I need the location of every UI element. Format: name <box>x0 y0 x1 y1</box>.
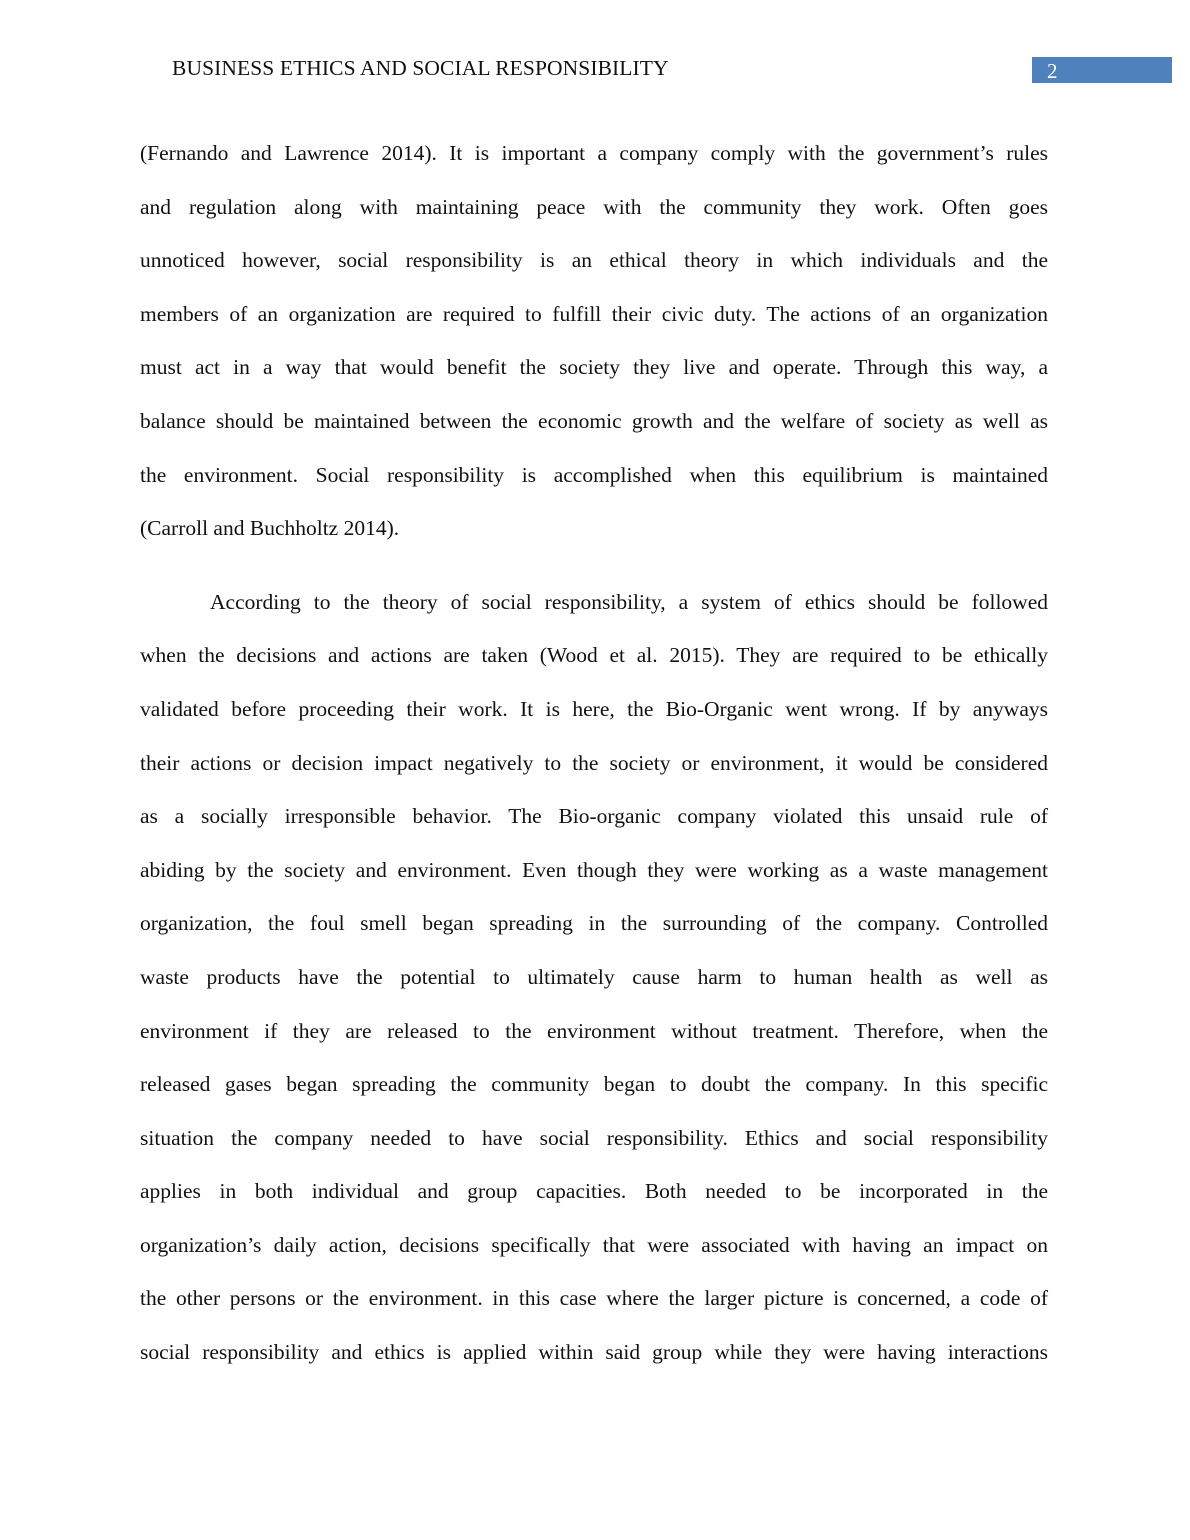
text-line: when the decisions and actions are taken (Wood et al. 2015). They are required to be ethically <box>140 643 1048 668</box>
text-line: social responsibility and ethics is applied within said group while they were having interactions <box>140 1340 1048 1365</box>
text-line: organization, the foul smell began spreading in the surrounding of the company. Controlled <box>140 911 1048 936</box>
text-line: must act in a way that would benefit the society they live and operate. Through this way, a <box>140 355 1048 380</box>
text-line: situation the company needed to have social responsibility. Ethics and social responsibility <box>140 1125 1048 1150</box>
text-line: According to the theory of social responsibility, a system of ethics should be followed <box>210 589 1048 614</box>
text-line: unnoticed however, social responsibility is an ethical theory in which individuals and the <box>140 248 1048 273</box>
text-line: members of an organization are required to fulfill their civic duty. The actions of an organization <box>140 301 1048 326</box>
text-line: the other persons or the environment. in this case where the larger picture is concerned, a code of <box>140 1286 1048 1311</box>
text-line: waste products have the potential to ultimately cause harm to human health as well as <box>140 964 1048 989</box>
text-line: as a socially irresponsible behavior. The Bio-organic company violated this unsaid rule of <box>140 804 1048 829</box>
text-line: validated before proceeding their work. It is here, the Bio-Organic went wrong. If by anyways <box>140 696 1048 721</box>
text-line: (Carroll and Buchholtz 2014). <box>140 516 400 541</box>
page-number: 2 <box>1047 59 1058 83</box>
page-number-box <box>1032 57 1172 83</box>
text-line: abiding by the society and environment. Even though they were working as a waste management <box>140 857 1048 882</box>
running-head: BUSINESS ETHICS AND SOCIAL RESPONSIBILITY <box>172 56 669 80</box>
text-line: and regulation along with maintaining peace with the community they work. Often goes <box>140 194 1048 219</box>
paragraph-gap <box>140 556 1048 576</box>
paragraph <box>140 127 1048 556</box>
paragraph <box>140 576 1048 1380</box>
text-line: applies in both individual and group capacities. Both needed to be incorporated in the <box>140 1179 1048 1204</box>
text-line: organization’s daily action, decisions specifically that were associated with having an impact on <box>140 1232 1048 1257</box>
text-line: their actions or decision impact negatively to the society or environment, it would be considered <box>140 750 1048 775</box>
text-line: the environment. Social responsibility is accomplished when this equilibrium is maintained <box>140 462 1048 487</box>
text-line: released gases began spreading the community began to doubt the company. In this specific <box>140 1072 1048 1097</box>
text-line: environment if they are released to the environment without treatment. Therefore, when the <box>140 1018 1048 1043</box>
text-line: (Fernando and Lawrence 2014). It is important a company comply with the government’s rules <box>140 141 1048 165</box>
document-body <box>140 127 1048 1380</box>
text-line: balance should be maintained between the economic growth and the welfare of society as well as <box>140 408 1048 433</box>
